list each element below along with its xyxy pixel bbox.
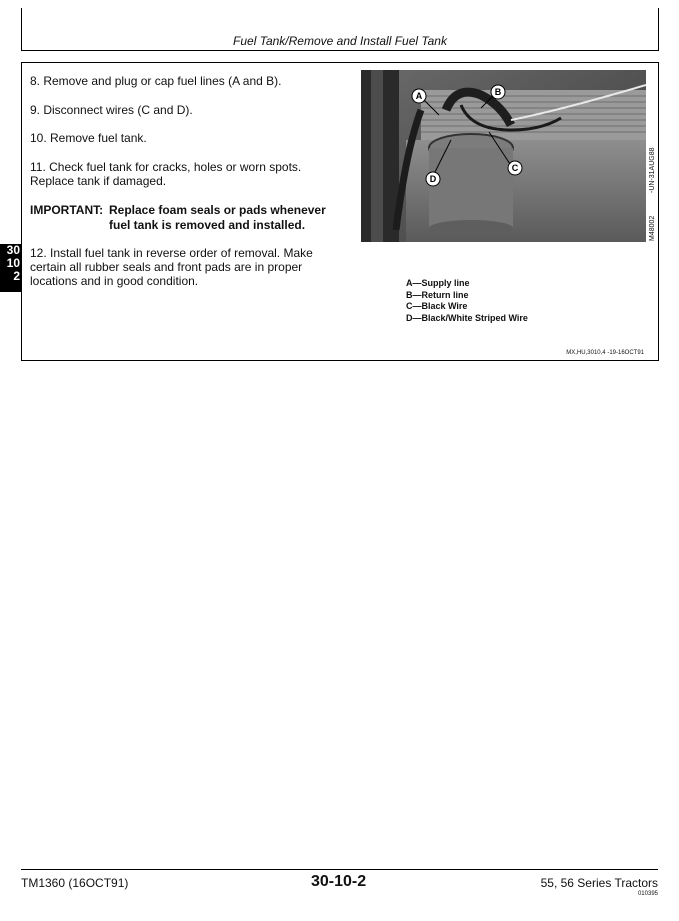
section-title: Fuel Tank/Remove and Install Fuel Tank [233,34,447,48]
manual-id: TM1360 (16OCT91) [21,876,129,890]
tab-line-1: 30 [6,243,20,257]
callout-c: C [511,163,519,173]
step-8: 8. Remove and plug or cap fuel lines (A and B). [30,74,282,88]
fuel-tank-photo [361,70,646,242]
legend-a: A—Supply line [406,278,470,288]
callout-b: B [494,87,502,97]
important-line-1: Replace foam seals or pads whenever [109,203,326,217]
step-10: 10. Remove fuel tank. [30,131,147,145]
footer-rule [21,869,658,870]
footer-code: 010395 [637,891,658,897]
callout-d: D [429,174,437,184]
callout-a: A [415,91,423,101]
important-text [109,203,359,233]
step-11-line-2: Replace tank if damaged. [30,174,167,188]
step-12-line-3: locations and in good condition. [30,274,199,288]
page-number: 30-10-2 [311,873,367,890]
step-12 [30,246,350,288]
product-series: 55, 56 Series Tractors [540,876,658,890]
step-11 [30,160,350,188]
tab-line-3: 2 [13,269,20,283]
tab-line-2: 10 [6,256,20,270]
step-12-line-2: certain all rubber seals and front pads are in proper [30,260,303,274]
important-line-2: fuel tank is removed and installed. [109,218,306,232]
header-box [21,8,659,51]
step-11-line-1: 11. Check fuel tank for cracks, holes or worn spots. [30,160,302,174]
legend-b: B—Return line [406,290,469,300]
figure-code-2: M48002 [649,215,656,241]
step-9: 9. Disconnect wires (C and D). [30,103,193,117]
step-12-line-1: 12. Install fuel tank in reverse order of removal. Make [30,246,313,260]
figure-code-1: -UN-31AUG88 [649,147,656,193]
reference-code: MX,HU,3010,4 -19-16OCT91 [566,350,644,356]
important-label: IMPORTANT: [30,203,104,217]
legend-c: C—Black Wire [406,301,468,311]
section-tab [0,244,21,292]
content-box [21,62,659,361]
legend-d: D—Black/White Striped Wire [406,313,528,323]
